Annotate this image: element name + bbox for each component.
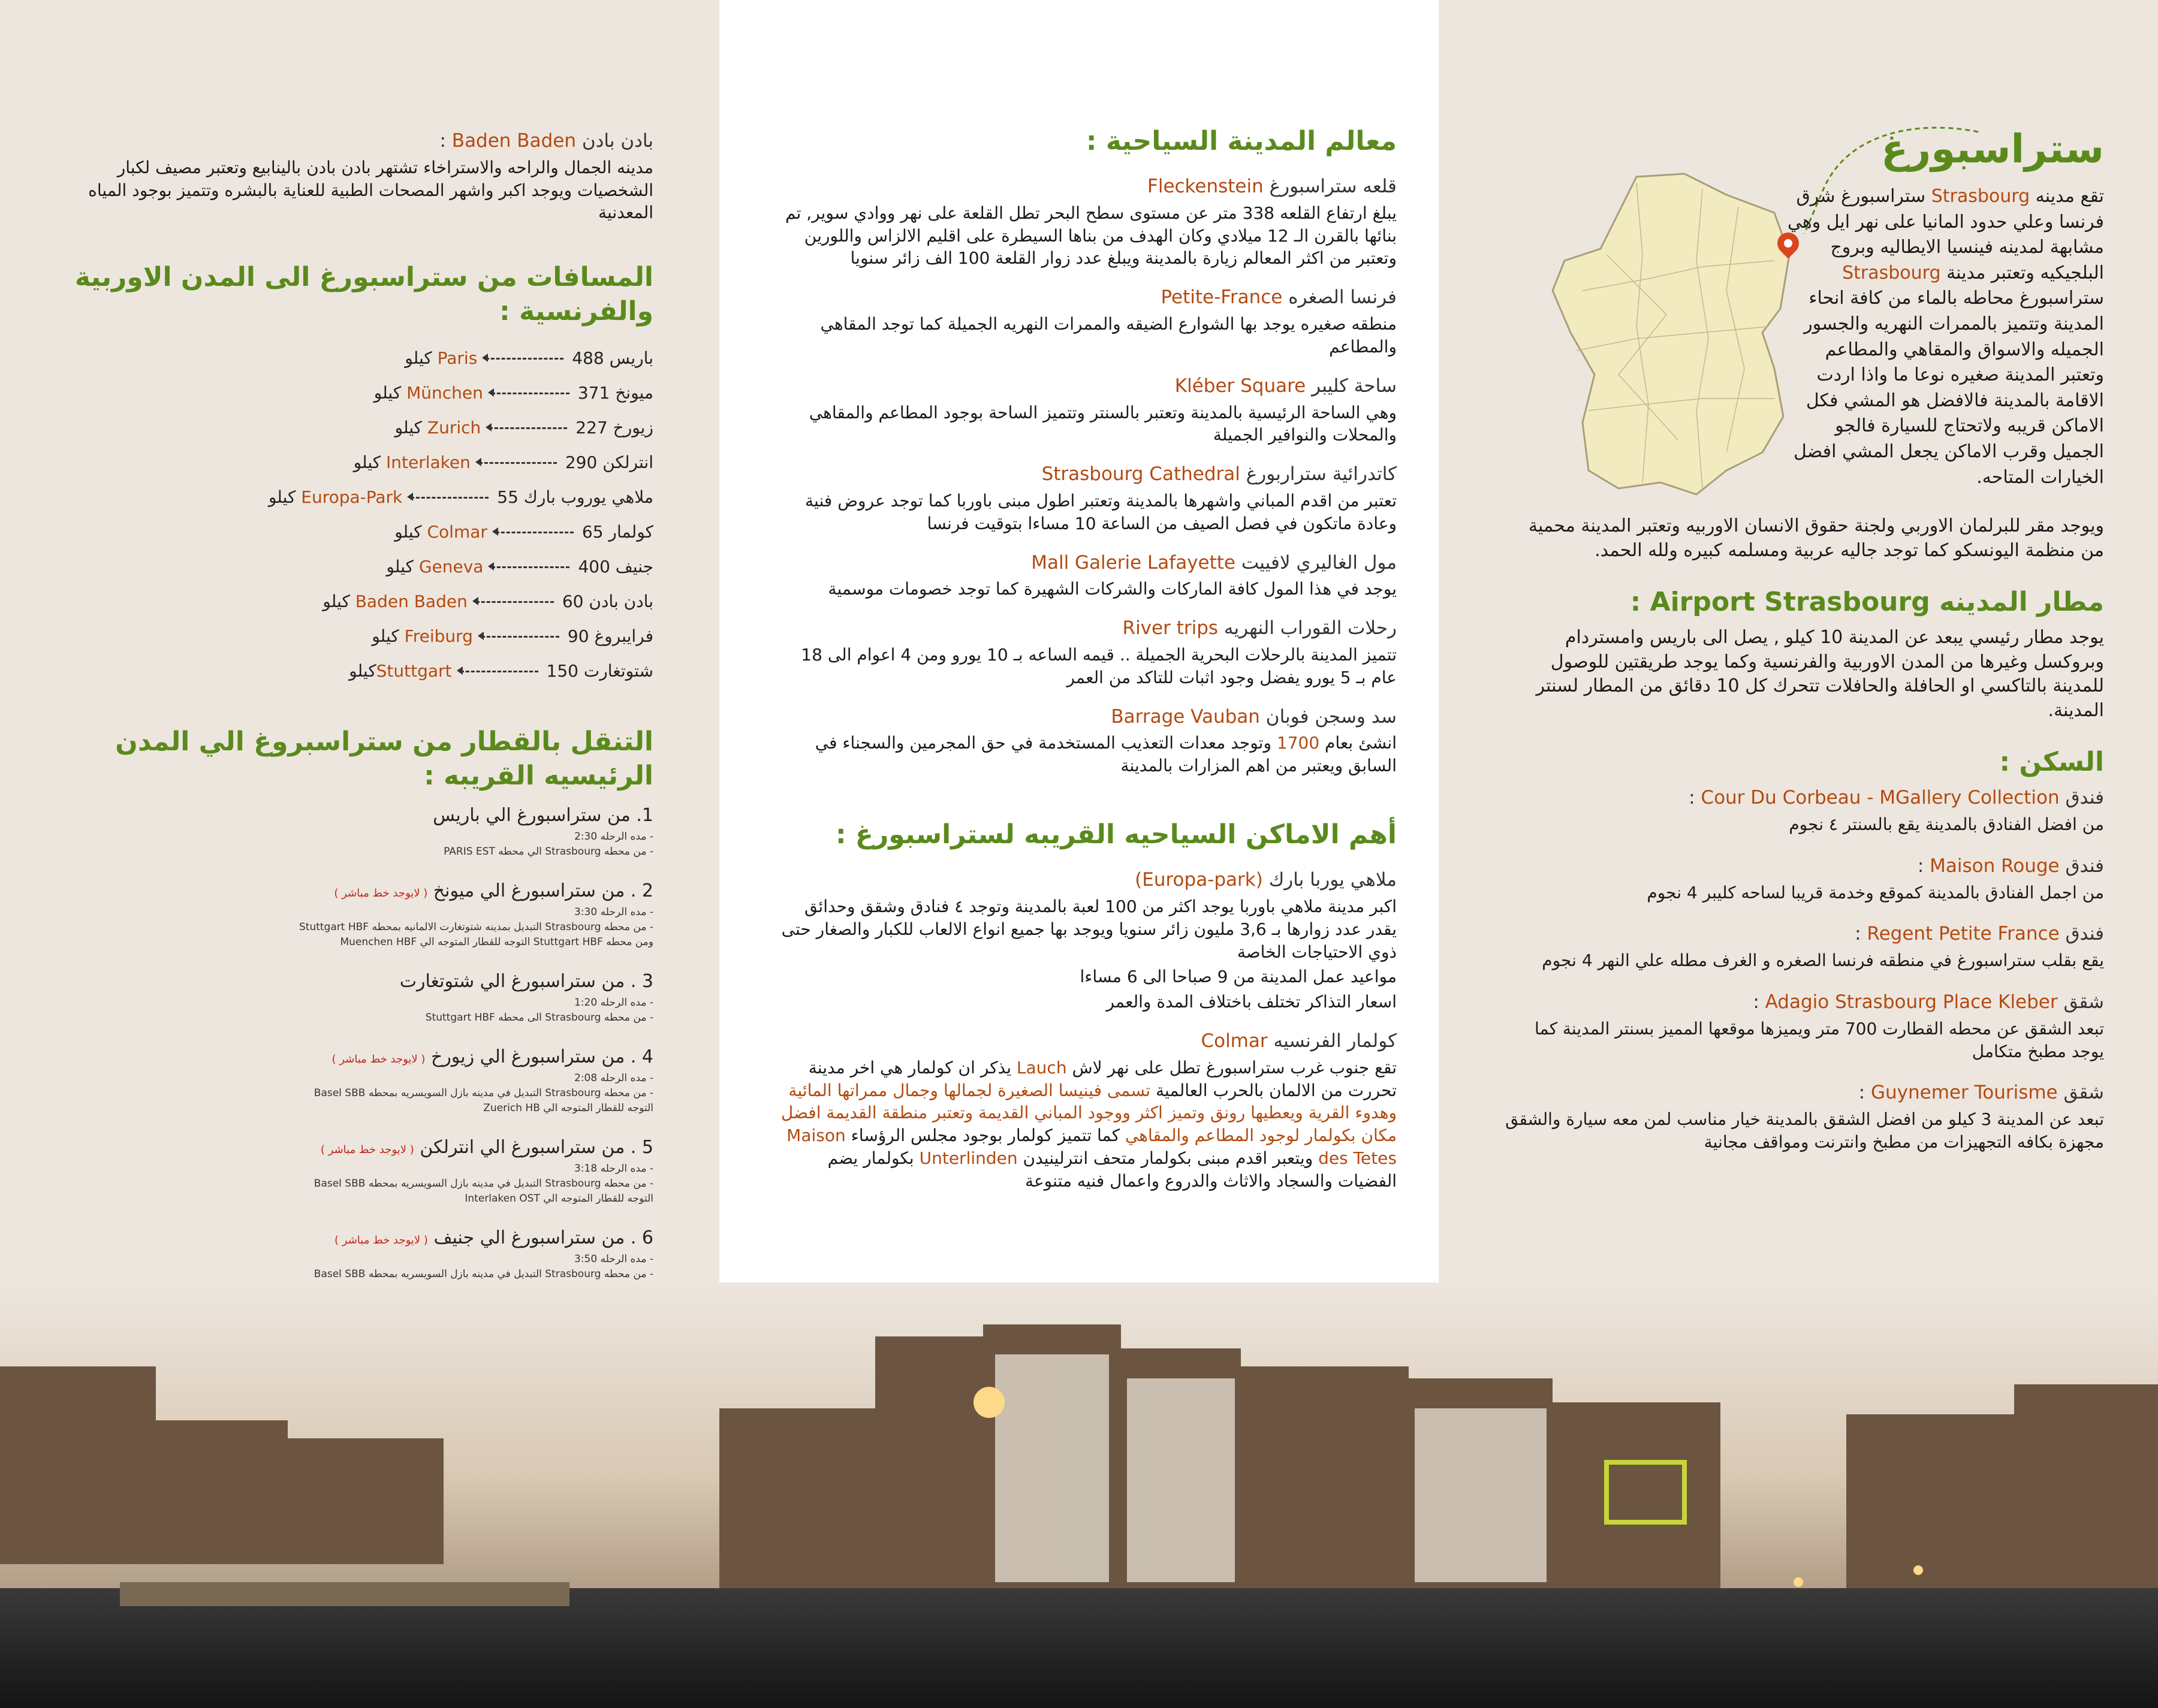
train-detail: التوجه للقطار المتوجه الي Zuerich HB [483, 1102, 653, 1114]
europa-ar: ملاهي يوربا بارك [1268, 869, 1397, 891]
airport-heading: مطار المدينه Airport Strasbourg : [1630, 587, 2104, 618]
landmark-text: وهي الساحة الرئيسية بالمدينة وتعتبر بالسنتر وتتميز الساحة بوجود المطاعم والمقاهي والمحلات والنوافير الجميلة [809, 402, 1397, 445]
distance-city-ar: بادن بادن [583, 591, 653, 611]
colmar-ar: كولمار الفرنسيه [1273, 1030, 1397, 1052]
baden-heading: بادن بادن Baden Baden : [439, 130, 653, 152]
distance-city-en: Baden Baden [355, 591, 468, 611]
landmark-ar: رحلات القوراب النهريه [1218, 617, 1397, 639]
landmark-heading [773, 462, 1397, 487]
train-route [66, 880, 653, 949]
distance-km: 400 كيلو [386, 556, 610, 577]
housing-heading: السكن : [1999, 747, 2104, 778]
colmar-text-fragment: Lauch [1016, 1057, 1067, 1078]
landmark-en: Kléber Square [1174, 375, 1306, 397]
intro-fragment: Strasbourg [1842, 262, 1941, 283]
distance-city-ar: باريس [604, 348, 653, 368]
arrow-icon [486, 358, 563, 360]
landmark-heading [773, 705, 1397, 730]
distance-km: 65 كيلو [394, 521, 604, 542]
housing-name: Adagio Strasbourg Place Kleber [1765, 991, 2058, 1013]
europa-en: (Europa-park) [1135, 869, 1263, 891]
distance-city-ar: ملاهي يوروب بارك [518, 487, 653, 507]
train-title: 6 . من ستراسبورغ الي جنيف ( لايوجد خط مباشر ) [334, 1227, 653, 1249]
housing-heading: شقق Guynemer Tourisme : [1858, 1082, 2104, 1104]
housing-item [1505, 854, 2104, 904]
colmar-text [773, 1057, 1397, 1193]
arrow-icon [411, 497, 489, 499]
distance-km: 488 كيلو [405, 348, 604, 368]
landmark-heading [773, 285, 1397, 310]
housing-heading: فندق Regent Petite France : [1855, 923, 2104, 945]
landmark-text: تتميز المدينة بالرحلات البحرية الجميلة .. قيمه الساعه بـ 10 يورو ومن 4 اعوام الى 18 عام بـ 5 يورو يفضل وجود اثبات للتاكد من العمر [801, 645, 1397, 687]
landmark-item [773, 174, 1397, 270]
colmar-text-fragment: كما تتميز كولمار بوجود مجلس الرؤساء [845, 1125, 1125, 1146]
landmark-ar: فرنسا الصغره [1282, 286, 1397, 309]
airport-heading-en: Airport Strasbourg [1650, 587, 1930, 618]
arrow-icon [481, 636, 559, 638]
nearby-heading: أهم الاماكن السياحيه القريبه لستراسبورغ : [835, 819, 1397, 850]
distance-km: 90 كيلو [372, 626, 589, 646]
colmar-en: Colmar [1201, 1030, 1268, 1052]
distance-city-en: Geneva [418, 556, 484, 577]
landmark-text-fragment: 1700 [1276, 733, 1320, 753]
housing-text: يقع بقلب ستراسبورغ في منطقه فرنسا الصغره و الغرف مطله علي النهر 4 نجوم [1542, 950, 2104, 971]
housing-heading: شقق Adagio Strasbourg Place Kleber : [1753, 991, 2104, 1013]
arrow-icon [496, 532, 574, 533]
landmark-item [773, 705, 1397, 777]
landmark-heading [773, 551, 1397, 576]
distance-km: 150كيلو [349, 660, 578, 681]
intro-fragment: ستراسبورغ شرق فرنسا وعلي حدود المانيا على نهر ايل وهي مشابهة لمدينه فينسيا الايطاليه وبروج البلجيكيه وتعتبر مدينة [1787, 186, 2104, 283]
map-pointer-line [1798, 120, 2002, 240]
train-route [66, 805, 653, 859]
housing-name: Regent Petite France [1867, 923, 2060, 945]
housing-text: من اجمل الفنادق بالمدينة كموقع وخدمة قريبا لساحه كليبر 4 نجوم [1647, 882, 2104, 903]
arrow-icon [476, 601, 554, 603]
landmark-en: River trips [1122, 617, 1219, 639]
train-title: 2 . من ستراسبورغ الي ميونخ ( لايوجد خط مباشر ) [334, 880, 653, 902]
colmar-text-fragment: يذكر ان كولمار هي اخر مدينة تحررت من الالمان بالحرب العالمية [808, 1057, 1397, 1100]
colmar-text-fragment: ويتعبر اقدم مبنى بكولمار متحف انترلينيدن [1017, 1148, 1319, 1168]
arrow-icon [489, 427, 567, 429]
landmark-heading [773, 616, 1397, 641]
europa-line: اسعار التذاكر تختلف باختلاف المدة والعمر [1106, 992, 1397, 1012]
landmark-ar: مول الغاليري لافييت [1235, 551, 1397, 574]
train-detail: - من محطه Strasbourg الي محطه PARIS EST [444, 845, 653, 858]
europa-heading [773, 868, 1397, 893]
baden-section [66, 129, 653, 224]
europa-line: اكبر مدينة ملاهي باوربا يوجد اكثر من 100 لعبة بالمدينة وتوجد ٤ فنادق وشقق وحدائق يقدر عدد زوارها بـ 3,6 مليون زائر سنويا ويوجد بها جميع انواع الالعاب للكبار والصغار حتى ذوي الاحتياجات الخاصة [781, 896, 1397, 962]
distance-city-ar: انترلكن [597, 452, 653, 472]
landmark-en: Mall Galerie Lafayette [1031, 551, 1236, 574]
landmark-ar: ساحة كليبر [1306, 375, 1397, 397]
distance-city-ar: زيورخ [607, 417, 653, 437]
france-map [1547, 171, 1798, 506]
housing-heading: فندق Cour Du Corbeau - MGallery Collection : [1689, 787, 2104, 809]
europa-line: مواعيد عمل المدينة من 9 صباحا الى 6 مساءا [1080, 967, 1397, 987]
housing-heading: فندق Maison Rouge : [1917, 855, 2104, 877]
housing-text: من افضل الفنادق بالمدينة يقع بالسنتر ٤ نجوم [1789, 814, 2104, 834]
distance-city-en: Stuttgart [376, 660, 452, 681]
train-detail: ومن محطه Stuttgart HBF التوجه للقطار المتوجه الي Muenchen HBF [340, 936, 653, 948]
train-title: 5 . من ستراسبورغ الي انترلكن ( لايوجد خط مباشر ) [320, 1137, 653, 1158]
france-outline [1553, 174, 1789, 494]
train-title: 3 . من ستراسبورغ الي شتوتغارت [399, 971, 653, 992]
train-title: 1. من ستراسبورغ الي باريس [433, 804, 653, 826]
europa-text [773, 895, 1397, 1013]
distance-row [66, 584, 653, 619]
housing-list [1505, 786, 2104, 1154]
europa-section [773, 868, 1397, 1013]
airport-text: يوجد مطار رئيسي يبعد عن المدينة 10 كيلو , يصل الى باريس وامستردام وبروكسل وغيرها من المدن الاوربية والفرنسية وكما يوجد طريقتين للوصول للمدينة بالتاكسي او الحافلة والحافلات تتحرك كل 10 دقائق من المطار لسنتر المدينة. [1536, 627, 2104, 721]
colmar-text-fragment: بكولمار يضم الفضيات والسجاد والاثاث والدروع واعمال فنيه متنوعة [827, 1148, 1397, 1191]
landmark-item [773, 374, 1397, 446]
landmark-text [773, 732, 1397, 777]
intro-text-2: ويوجد مقر للبرلمان الاوربي ولجنة حقوق الانسان الاوربيه وتعتبر المدينة محمية من منظمة اليونسكو كما توجد جاليه عربية ومسلمه كبيره ولله الحمد. [1528, 515, 2104, 561]
middle-panel [719, 0, 1439, 1315]
left-panel [0, 0, 719, 1315]
distance-city-ar: شتوتغارت [578, 660, 653, 681]
landmark-en: Fleckenstein [1147, 176, 1264, 197]
train-detail: التوجه للقطار المتوجه الي Interlaken OST [465, 1192, 653, 1205]
no-direct-tag: ( لايوجد خط مباشر ) [320, 1143, 414, 1157]
colmar-text-fragment: تقع جنوب غرب ستراسبورغ تطل على نهر لاش [1066, 1057, 1397, 1078]
baden-ar: بادن بادن [581, 130, 653, 152]
landmark-item [773, 462, 1397, 535]
distance-row [66, 654, 653, 689]
distance-city-en: Interlaken [386, 452, 471, 472]
arrow-icon [479, 462, 557, 464]
colmar-heading [773, 1029, 1397, 1054]
housing-name: Maison Rouge [1930, 855, 2060, 877]
landmark-heading [773, 174, 1397, 200]
landmark-item [773, 551, 1397, 601]
arrow-icon [460, 671, 538, 672]
train-detail: - مده الرحله 3:50 [574, 1253, 653, 1266]
landmark-text: تعتبر من اقدم المباني واشهرها بالمدينة وتعتبر اطول مبنى باوربا كما توجد عروض فنية وعادة ماتكون في فصل الصيف من الساعة 10 مساءا بتوقيت فرنسا [805, 490, 1397, 533]
landmark-ar: قلعه ستراسبورغ [1263, 176, 1397, 197]
distance-city-en: Paris [437, 348, 478, 368]
colmar-section [773, 1029, 1397, 1193]
landmark-text: يبلغ ارتفاع القلعه 338 متر عن مستوى سطح البحر تطل القلعة على نهر ووادي سوير, تم بنائها بالقرن الـ 12 ميلادي وكان الهدف من بناها السيطرة على اقليم الالزاس واللورين وتعتبر من اكثر المعالم زيارة بالمدينة ويبلغ عدد زوار القلعة 100 الف زائر سنويا [785, 203, 1397, 268]
distance-km: 371 كيلو [373, 382, 610, 403]
housing-type: شقق [2057, 991, 2104, 1013]
distance-km: 55 كيلو [268, 487, 519, 507]
train-detail: - مده الرحله 3:18 [574, 1163, 653, 1175]
distance-row [66, 480, 653, 515]
train-title: 4 . من ستراسبورغ الي زيورخ ( لايوجد خط مباشر ) [331, 1046, 653, 1068]
landmark-en: Barrage Vauban [1111, 705, 1260, 728]
colmar-text-fragment: Maison des Tetes [786, 1125, 1397, 1168]
baden-text: مدينه الجمال والراحه والاستراخاء تشتهر بادن بادن بالينابيع وتعتبر مصيف لكبار الشخصيات ويوجد اكبر واشهر المصحات الطبية للعناية بالبشره وتتميز بوجود المياه المعدنية [88, 157, 653, 223]
housing-item [1505, 922, 2104, 972]
distances-heading: المسافات من ستراسبورغ الى المدن الاوربية والفرنسية : [74, 262, 653, 327]
train-detail: - مده الرحله 2:30 [574, 830, 653, 843]
housing-text: تبعد عن المدينة 3 كيلو من افضل الشقق بالمدينة خيار مناسب لمن معه سيارة والشقق مجهزة بكافه التجهيزات من مطبخ وانترنت ومواقف مجانية [1505, 1109, 2104, 1152]
distance-row [66, 376, 653, 411]
landmark-list [773, 174, 1397, 777]
housing-name: Cour Du Corbeau - MGallery Collection [1701, 787, 2060, 809]
landmark-ar: سد وسجن فوبان [1259, 705, 1397, 728]
distance-row [66, 550, 653, 584]
distance-km: 227 كيلو [394, 417, 608, 437]
landmark-text: منطقه صغيره يوجد بها الشوارع الضيقه والممرات النهريه الجميلة كما توجد المقاهي والمطاعم [820, 314, 1397, 357]
distance-city-ar: ميونخ [610, 382, 653, 403]
train-detail: - من محطه Strasbourg التبديل في مدينه بازل السويسريه بمحطه Basel SBB [314, 1178, 653, 1190]
housing-name: Guynemer Tourisme [1870, 1082, 2058, 1104]
distance-city-en: München [406, 382, 483, 403]
train-list [66, 805, 653, 1296]
intro-fragment: Strasbourg [1931, 186, 2030, 207]
distance-row [66, 445, 653, 480]
train-route [66, 1137, 653, 1206]
landmark-text: يوجد في هذا المول كافة الماركات والشركات الشهيرة كما توجد خصومات موسمية [828, 579, 1397, 599]
landmark-ar: كاتدرائية ستراربورغ [1240, 463, 1397, 485]
distance-city-ar: جنيف [610, 556, 653, 577]
train-detail: - من محطه Strasbourg التبديل في مدينه بازل السويسريه بمحطه Basel SBB [314, 1268, 653, 1280]
distance-km: 290 كيلو [353, 452, 598, 472]
landmark-heading [773, 374, 1397, 399]
distance-row [66, 619, 653, 654]
no-direct-tag: ( لايوجد خط مباشر ) [331, 1053, 426, 1066]
train-detail: - مده الرحله 3:30 [574, 906, 653, 919]
no-direct-tag: ( لايوجد خط مباشر ) [334, 1234, 428, 1247]
train-route [66, 1046, 653, 1115]
housing-type: فندق [2059, 787, 2104, 809]
train-detail: - من محطه Strasbourg التبديل بمدينه شتوتغارت الالمانيه بمحطه Stuttgart HBF [299, 921, 653, 933]
housing-text: تبعد الشقق عن محطه القطارت 700 متر ويميزها موقعها المميز بسنتر المدينة كما يوجد مطبخ متكامل [1534, 1018, 2104, 1061]
landmark-text-fragment: انشئ بعام [1319, 733, 1397, 753]
no-direct-tag: ( لايوجد خط مباشر ) [334, 887, 428, 900]
landmarks-heading: معالم المدينة السياحية : [1086, 126, 1397, 156]
train-route [66, 971, 653, 1025]
arrow-icon [492, 566, 569, 568]
distance-city-en: Zurich [427, 417, 481, 437]
landmark-en: Strasbourg Cathedral [1041, 463, 1240, 485]
housing-item [1505, 786, 2104, 836]
housing-type: فندق [2059, 855, 2104, 877]
landmark-item [773, 616, 1397, 689]
train-detail: - من محطه Strasbourg التبديل في مدينه بازل السويسريه بمحطه Basel SBB [314, 1087, 653, 1100]
baden-en: Baden Baden [451, 130, 576, 152]
page-title: ستراسبورغ [1881, 126, 2104, 172]
landmark-item [773, 285, 1397, 358]
distance-row [66, 411, 653, 445]
distance-city-en: Europa-Park [301, 487, 403, 507]
colmar-text-fragment: Unterlinden [919, 1148, 1018, 1168]
housing-type: شقق [2057, 1082, 2104, 1104]
train-detail: - مده الرحله 1:20 [574, 997, 653, 1009]
intro-fragment: ستراسبورغ محاطه بالماء من كافة انحاء المدينة وتتميز بالممرات النهريه والجسور الجميله والاسواق والمقاهي والمطاعم وتعتبر المدينة صغيره نوعا ما واذا اردت الاقامة بالمدينة فالافضل هو المشي فكل الاماكن قريبه ولاتحتاج للسيارة فالجو الجميل وقرب الاماكن يجعل المشي افضل الخيارات المتاحه. [1794, 288, 2104, 488]
airport-heading-ar: مطار المدينه [1939, 587, 2104, 618]
arrow-icon [492, 393, 569, 394]
distance-row [66, 341, 653, 376]
intro-fragment: تقع مدينه [2030, 186, 2104, 207]
distance-city-en: Colmar [427, 521, 487, 542]
city-panorama-image [0, 1282, 2158, 1708]
colmar-text-fragment: تسمى فينيسا الصغيرة لجمالها وجمال ممراتها المائية وهدوء القرية ويعطيها رونق وتميز اكثر ووجود المباني القديمة وتعتبر منطقة القديمة افضل مكان بكولمار لوجود المطاعم والمقاهي [780, 1080, 1397, 1146]
distance-city-en: Freiburg [404, 626, 473, 646]
housing-item [1505, 990, 2104, 1063]
distance-city-ar: كولمار [603, 521, 653, 542]
distance-list [66, 341, 653, 689]
train-detail: - من محطه Strasbourg الى محطه Stuttgart HBF [425, 1011, 653, 1024]
housing-type: فندق [2059, 923, 2104, 945]
landmark-en: Petite-France [1161, 286, 1283, 309]
train-detail: - مده الرحله 2:08 [574, 1072, 653, 1085]
housing-item [1505, 1081, 2104, 1153]
landmark-text-fragment: وتوجد معدات التعذيب المستخدمة في حق المجرمين والسجناء في السابق ويعتبر من اهم المزارات بالمدينة [815, 733, 1397, 776]
distance-city-ar: فرايبروغ [589, 626, 653, 646]
distance-row [66, 515, 653, 550]
distance-km: 60 كيلو [323, 591, 584, 611]
train-heading: التنقل بالقطار من ستراسبروغ الي المدن الرئيسيه القريبه : [115, 726, 653, 791]
